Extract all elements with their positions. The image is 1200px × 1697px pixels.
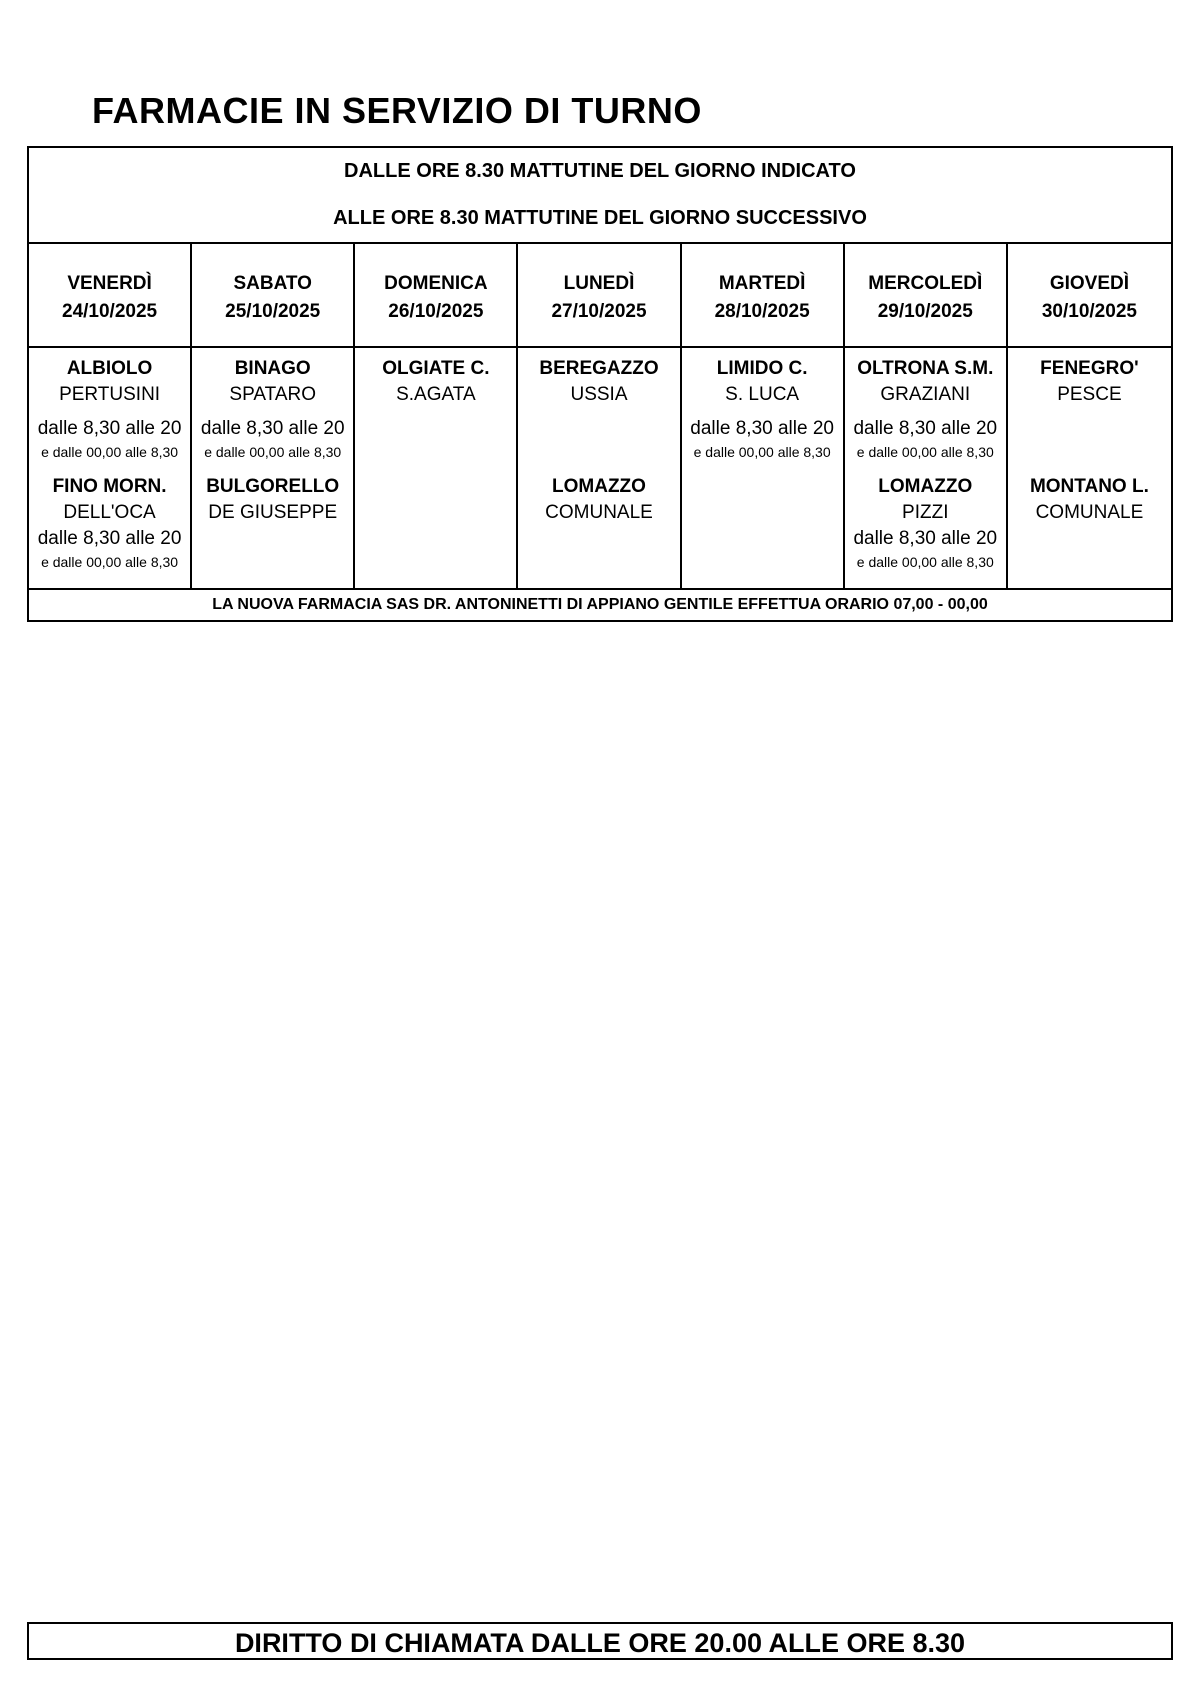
day-date: 25/10/2025 [225,301,321,322]
night-hours: e dalle 00,00 alle 8,30 [41,554,179,570]
night-hours: e dalle 00,00 alle 8,30 [41,444,179,460]
pharmacy-name: S.AGATA [396,384,476,405]
opening-hours: dalle 8,30 alle 20 [200,418,345,439]
pharmacy-cell [1008,348,1171,588]
locality: LOMAZZO [878,476,973,497]
day-date: 26/10/2025 [388,301,484,322]
day-header [518,244,681,346]
pharmacy-name: S. LUCA [725,384,800,405]
call-right-footer: DIRITTO DI CHIAMATA DALLE ORE 20.00 ALLE ORE 8.30 [27,1622,1173,1660]
banner-line-1: DALLE ORE 8.30 MATTUTINE DEL GIORNO INDICATO [344,160,856,182]
locality: BEREGAZZO [539,358,659,379]
locality: ALBIOLO [66,358,153,379]
hours-banner [29,148,1171,244]
day-name: LUNEDÌ [563,273,635,294]
night-hours: e dalle 00,00 alle 8,30 [693,444,831,460]
pharmacy-name: COMUNALE [545,502,653,523]
locality: BINAGO [234,358,311,379]
night-hours: e dalle 00,00 alle 8,30 [204,444,342,460]
opening-hours: dalle 8,30 alle 20 [690,418,834,439]
day-header [845,244,1008,346]
pharmacy-block-1 [29,348,1171,590]
pharmacy-cell [845,348,1008,588]
day-name: MERCOLEDÌ [868,273,983,294]
opening-hours: dalle 8,30 alle 20 [853,418,998,439]
pharmacy-cell [29,348,192,588]
locality: BULGORELLO [206,476,340,497]
locality: MONTANO L. [1029,476,1149,497]
pharmacy-name: USSIA [570,384,628,405]
rota-table [27,146,1173,622]
locality: OLTRONA S.M. [857,358,994,379]
locality: FENEGRO' [1040,358,1139,379]
locality: FINO MORN. [52,476,167,497]
appiano-note: LA NUOVA FARMACIA SAS DR. ANTONINETTI DI APPIANO GENTILE EFFETTUA ORARIO 07,00 - 00,00 [212,596,988,613]
opening-hours: dalle 8,30 alle 20 [37,418,182,439]
day-name: MARTEDÌ [718,273,806,294]
pharmacy-name: DE GIUSEPPE [208,502,338,523]
day-date: 29/10/2025 [877,301,973,322]
pharmacy-name: PESCE [1057,384,1122,405]
locality: LOMAZZO [552,476,646,497]
night-hours: e dalle 00,00 alle 8,30 [856,554,994,570]
day-header [355,244,518,346]
day-header [682,244,845,346]
pharmacy-name: GRAZIANI [880,384,971,405]
pharmacy-cell [192,348,355,588]
day-date: 30/10/2025 [1041,301,1137,322]
pharmacy-name: DELL'OCA [63,502,156,523]
opening-hours: dalle 8,30 alle 20 [37,528,182,549]
locality: LIMIDO C. [716,358,808,379]
pharmacy-name: PIZZI [902,502,949,523]
day-name: DOMENICA [384,273,488,294]
page-title: FARMACIE IN SERVIZIO DI TURNO [92,90,702,131]
pharmacy-cell [682,348,845,588]
day-date: 27/10/2025 [551,301,647,322]
pharmacy-name: SPATARO [229,384,316,405]
banner-line-2: ALLE ORE 8.30 MATTUTINE DEL GIORNO SUCCESSIVO [333,207,867,229]
pharmacy-name: PERTUSINI [59,384,161,405]
night-hours: e dalle 00,00 alle 8,30 [856,444,994,460]
opening-hours: dalle 8,30 alle 20 [853,528,998,549]
day-date: 28/10/2025 [714,301,810,322]
day-name: VENERDÌ [67,273,152,294]
day-header [1008,244,1171,346]
day-header-row [29,244,1171,348]
day-header [192,244,355,346]
day-name: GIOVEDÌ [1049,273,1129,294]
pharmacy-cell [518,348,681,588]
pharmacy-name: COMUNALE [1035,502,1144,523]
locality: OLGIATE C. [382,358,490,379]
pharmacy-cell [355,348,518,588]
day-header [29,244,192,346]
day-name: SABATO [233,273,312,294]
day-date: 24/10/2025 [62,301,158,322]
